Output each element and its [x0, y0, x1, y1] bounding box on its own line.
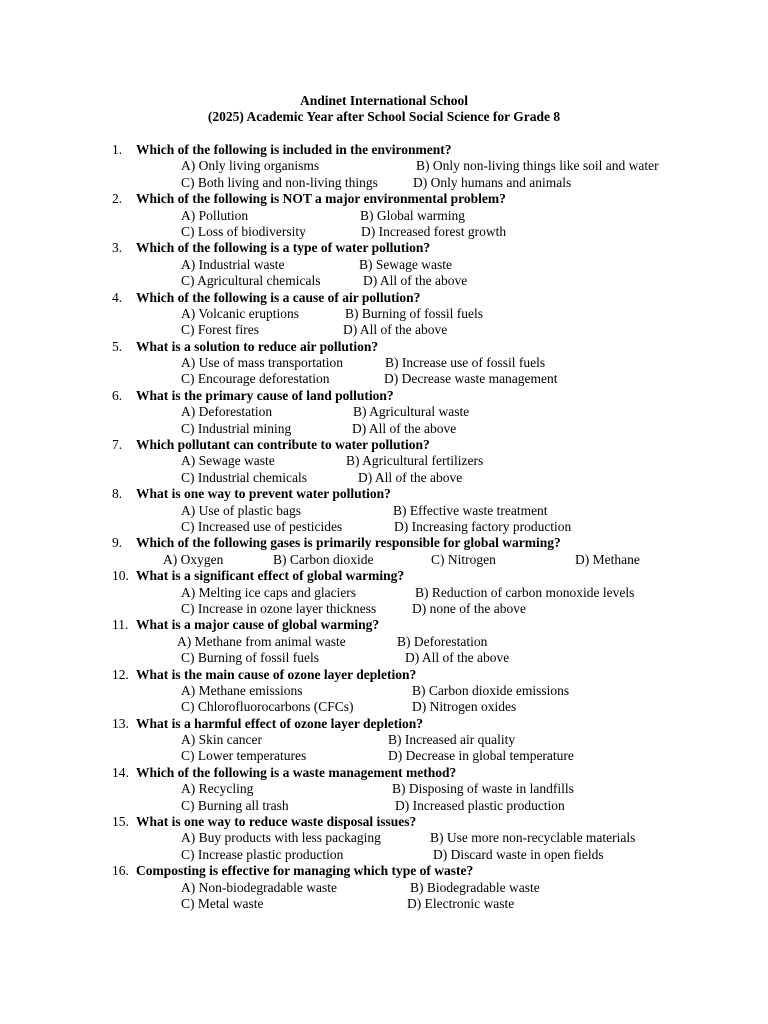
options-row	[0, 519, 768, 535]
answer-option: C) Nitrogen	[431, 551, 496, 567]
school-name: Andinet International School	[299, 93, 469, 108]
options-row	[0, 880, 768, 896]
answer-option: C) Burning all trash	[181, 797, 289, 813]
answer-option: D) All of the above	[363, 273, 468, 289]
answer-option: D) Increased forest growth	[361, 223, 507, 239]
question-list	[0, 142, 768, 912]
options-row	[0, 175, 768, 191]
answer-option: A) Only living organisms	[181, 158, 320, 174]
question-number: 4.	[112, 289, 123, 305]
answer-option: B) Agricultural waste	[353, 404, 470, 420]
answer-option: B) Effective waste treatment	[393, 502, 548, 518]
answer-option: A) Sewage waste	[181, 453, 275, 469]
question-text: Which of the following is a cause of air pollution?	[136, 289, 421, 305]
options-row	[0, 503, 768, 519]
question-text: What is a significant effect of global warming?	[136, 568, 405, 584]
answer-option: D) Decrease waste management	[384, 371, 558, 387]
answer-option: C) Forest fires	[181, 322, 259, 338]
answer-option: B) Carbon dioxide emissions	[412, 682, 570, 698]
question-line	[0, 486, 768, 502]
question-line	[0, 388, 768, 404]
answer-option: D) Electronic waste	[407, 895, 515, 911]
options-row	[0, 208, 768, 224]
answer-option: C) Burning of fossil fuels	[181, 650, 319, 666]
question-number: 7.	[112, 437, 123, 453]
answer-option: B) Increase use of fossil fuels	[385, 355, 546, 371]
answer-option: A) Recycling	[181, 781, 254, 797]
question-line	[0, 535, 768, 551]
question-line	[0, 716, 768, 732]
question-text: Which of the following is NOT a major environmental problem?	[136, 191, 506, 207]
answer-option: C) Chlorofluorocarbons (CFCs)	[181, 699, 354, 715]
answer-option: D) Methane	[575, 551, 640, 567]
question-text: Which of the following is a type of water pollution?	[136, 240, 431, 256]
options-row	[0, 158, 768, 174]
options-row	[0, 585, 768, 601]
answer-option: C) Lower temperatures	[181, 748, 307, 764]
answer-option: A) Deforestation	[181, 404, 273, 420]
question-line	[0, 667, 768, 683]
answer-option: B) Disposing of waste in landfills	[392, 781, 574, 797]
question-number: 12.	[112, 666, 129, 682]
question-number: 14.	[112, 764, 129, 780]
question-line	[0, 437, 768, 453]
answer-option: D) Only humans and animals	[413, 174, 572, 190]
question-text: Which of the following is included in the environment?	[136, 142, 452, 157]
question-text: Which of the following gases is primarily responsible for global warming?	[136, 535, 561, 551]
options-row	[0, 830, 768, 846]
answer-option: C) Both living and non-living things	[181, 174, 378, 190]
question-number: 10.	[112, 568, 129, 584]
options-row	[0, 371, 768, 387]
answer-option: A) Volcanic eruptions	[181, 305, 299, 321]
answer-option: A) Use of plastic bags	[181, 502, 301, 518]
question-line	[0, 290, 768, 306]
question-number: 5.	[112, 338, 123, 354]
answer-option: B) Reduction of carbon monoxide levels	[415, 584, 635, 600]
options-row	[0, 470, 768, 486]
answer-option: B) Agricultural fertilizers	[346, 453, 484, 469]
options-row	[0, 699, 768, 715]
answer-option: C) Industrial chemicals	[181, 469, 307, 485]
options-row	[0, 306, 768, 322]
answer-option: A) Oxygen	[163, 551, 224, 567]
question-number: 1.	[112, 142, 123, 157]
options-row	[0, 273, 768, 289]
answer-option: A) Melting ice caps and glaciers	[181, 584, 357, 600]
options-row	[0, 650, 768, 666]
answer-option: D) Decrease in global temperature	[388, 748, 574, 764]
options-row	[0, 322, 768, 338]
options-row	[0, 404, 768, 420]
answer-option: A) Industrial waste	[181, 256, 285, 272]
question-text: What is the primary cause of land pollution?	[136, 387, 394, 403]
question-number: 13.	[112, 715, 129, 731]
answer-option: C) Agricultural chemicals	[181, 273, 321, 289]
options-row	[0, 847, 768, 863]
answer-option: D) All of the above	[352, 420, 457, 436]
question-text: What is a harmful effect of ozone layer depletion?	[136, 715, 423, 731]
question-text: What is a solution to reduce air pollution?	[136, 338, 379, 354]
options-row	[0, 634, 768, 650]
answer-option: C) Metal waste	[181, 895, 264, 911]
answer-option: D) All of the above	[358, 469, 463, 485]
answer-option: A) Methane emissions	[181, 682, 303, 698]
answer-option: C) Encourage deforestation	[181, 371, 330, 387]
answer-option: B) Burning of fossil fuels	[345, 305, 483, 321]
options-row	[0, 601, 768, 617]
question-line	[0, 339, 768, 355]
answer-option: B) Carbon dioxide	[273, 551, 374, 567]
answer-option: A) Buy products with less packaging	[181, 830, 381, 846]
options-row	[0, 421, 768, 437]
answer-option: A) Methane from animal waste	[177, 633, 346, 649]
answer-option: C) Increased use of pesticides	[181, 518, 343, 534]
question-number: 2.	[112, 191, 123, 207]
options-row	[0, 224, 768, 240]
question-number: 16.	[112, 863, 129, 879]
answer-option: A) Pollution	[181, 207, 249, 223]
answer-option: A) Skin cancer	[181, 732, 262, 748]
answer-option: B) Biodegradable waste	[410, 879, 540, 895]
question-number: 6.	[112, 387, 123, 403]
question-line	[0, 240, 768, 256]
document-header	[0, 93, 768, 126]
question-text: Which of the following is a waste management method?	[136, 764, 457, 780]
answer-option: C) Increase in ozone layer thickness	[181, 600, 377, 616]
options-row	[0, 781, 768, 797]
answer-option: B) Only non-living things like soil and water	[416, 158, 659, 174]
answer-option: B) Use more non-recyclable materials	[430, 830, 636, 846]
answer-option: C) Loss of biodiversity	[181, 223, 306, 239]
options-row	[0, 552, 768, 568]
answer-option: D) Discard waste in open fields	[433, 846, 604, 862]
question-line	[0, 814, 768, 830]
answer-option: D) Increased plastic production	[395, 797, 565, 813]
options-row	[0, 732, 768, 748]
answer-option: D) All of the above	[343, 322, 448, 338]
question-line	[0, 568, 768, 584]
question-line	[0, 142, 768, 158]
question-number: 8.	[112, 486, 123, 502]
question-line	[0, 863, 768, 879]
question-line	[0, 617, 768, 633]
answer-option: D) Increasing factory production	[394, 518, 572, 534]
options-row	[0, 453, 768, 469]
question-text: Composting is effective for managing which type of waste?	[136, 863, 474, 879]
options-row	[0, 257, 768, 273]
answer-option: D) Nitrogen oxides	[412, 699, 517, 715]
question-number: 9.	[112, 535, 123, 551]
answer-option: B) Sewage waste	[359, 256, 452, 272]
answer-option: C) Industrial mining	[181, 420, 292, 436]
answer-option: B) Deforestation	[397, 633, 488, 649]
answer-option: B) Increased air quality	[388, 732, 516, 748]
answer-option: C) Increase plastic production	[181, 846, 344, 862]
question-text: What is one way to reduce waste disposal issues?	[136, 814, 417, 830]
question-number: 15.	[112, 814, 129, 830]
question-line	[0, 191, 768, 207]
answer-option: B) Global warming	[360, 207, 465, 223]
answer-option: A) Use of mass transportation	[181, 355, 343, 371]
options-row	[0, 355, 768, 371]
answer-option: A) Non-biodegradable waste	[181, 879, 337, 895]
question-text: What is a major cause of global warming?	[136, 617, 380, 633]
options-row	[0, 683, 768, 699]
answer-option: D) All of the above	[405, 650, 510, 666]
question-number: 3.	[112, 240, 123, 256]
options-row	[0, 748, 768, 764]
question-text: What is the main cause of ozone layer depletion?	[136, 666, 417, 682]
question-text: What is one way to prevent water pollution?	[136, 486, 391, 502]
options-row	[0, 798, 768, 814]
question-text: Which pollutant can contribute to water pollution?	[136, 437, 430, 453]
answer-option: D) none of the above	[412, 600, 526, 616]
options-row	[0, 896, 768, 912]
worksheet-subtitle: (2025) Academic Year after School Social Science for Grade 8	[207, 109, 561, 125]
question-line	[0, 765, 768, 781]
question-number: 11.	[112, 617, 129, 633]
